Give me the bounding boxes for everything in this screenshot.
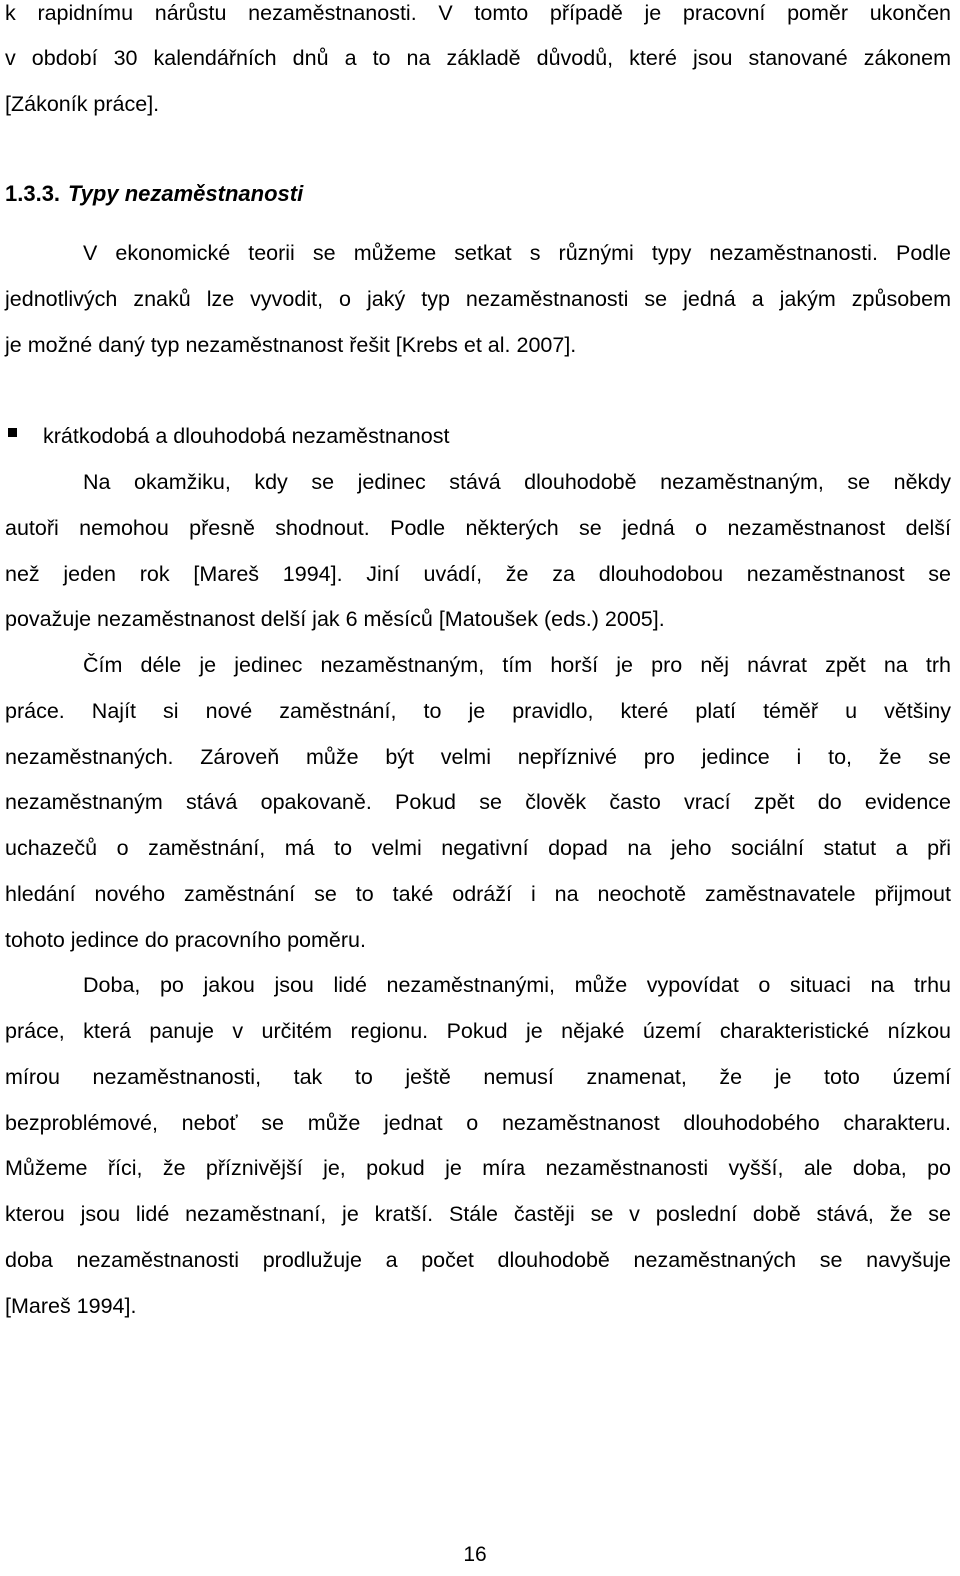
paragraph2-line-7: tohoto jedince do pracovního poměru. xyxy=(5,928,366,952)
paragraph3-line-6: kterou jsou lidé nezaměstnaní, je kratší. Stále častěji se v poslední době stává, že se xyxy=(5,1202,951,1226)
page-number: 16 xyxy=(463,1543,487,1566)
paragraph3-line-8: [Mareš 1994]. xyxy=(5,1294,137,1318)
paragraph1-line-3: než jeden rok [Mareš 1994]. Jiní uvádí, že za dlouhodobou nezaměstnanost se xyxy=(5,562,951,586)
paragraph3-line-2: práce, která panuje v určitém regionu. Pokud je nějaké území charakteristické nízkou xyxy=(5,1019,951,1043)
paragraph3-line-4: bezproblémové, neboť se může jednat o nezaměstnanost dlouhodobého charakteru. xyxy=(5,1111,951,1135)
section-heading-title: Typy nezaměstnanosti xyxy=(68,181,304,206)
paragraph1-line-1: Na okamžiku, kdy se jedinec stává dlouhodobě nezaměstnaným, se někdy xyxy=(83,470,951,494)
paragraph1-line-4: považuje nezaměstnanost delší jak 6 měsíců [Matoušek (eds.) 2005]. xyxy=(5,607,665,631)
paragraph2-line-4: nezaměstnaným stává opakovaně. Pokud se člověk často vrací zpět do evidence xyxy=(5,790,951,814)
paragraph2-line-2: práce. Najít si nové zaměstnání, to je pravidlo, které platí téměř u většiny xyxy=(5,699,951,723)
bullet-label: krátkodobá a dlouhodobá nezaměstnanost xyxy=(43,424,450,448)
intro-line-2: v období 30 kalendářních dnů a to na základě důvodů, které jsou stanované zákonem xyxy=(5,46,951,70)
paragraph3-line-5: Můžeme říci, že příznivější je, pokud je míra nezaměstnanosti vyšší, ale doba, po xyxy=(5,1156,951,1180)
paragraph3-line-7: doba nezaměstnanosti prodlužuje a počet dlouhodobě nezaměstnaných se navyšuje xyxy=(5,1248,951,1272)
intro-line-1: k rapidnímu nárůstu nezaměstnanosti. V tomto případě je pracovní poměr ukončen xyxy=(5,1,951,25)
paragraph2-line-1: Čím déle je jedinec nezaměstnaným, tím horší je pro něj návrat zpět na trh xyxy=(83,653,951,677)
section-intro-line-1: V ekonomické teorii se můžeme setkat s různými typy nezaměstnanosti. Podle xyxy=(83,241,951,265)
section-heading xyxy=(5,180,303,208)
section-intro-line-3: je možné daný typ nezaměstnanost řešit [Krebs et al. 2007]. xyxy=(5,333,577,357)
paragraph2-line-6: hledání nového zaměstnání se to také odráží i na neochotě zaměstnavatele přijmout xyxy=(5,882,951,906)
intro-line-3: [Zákoník práce]. xyxy=(5,92,160,116)
paragraph1-line-2: autoři nemohou přesně shodnout. Podle některých se jedná o nezaměstnanost delší xyxy=(5,516,951,540)
paragraph3-line-3: mírou nezaměstnanosti, tak to ještě nemusí znamenat, že je toto území xyxy=(5,1065,951,1089)
paragraph3-line-1: Doba, po jakou jsou lidé nezaměstnanými, může vypovídat o situaci na trhu xyxy=(83,973,951,997)
paragraph2-line-3: nezaměstnaných. Zároveň může být velmi nepříznivé pro jedince i to, že se xyxy=(5,745,951,769)
paragraph2-line-5: uchazečů o zaměstnání, má to velmi negativní dopad na jeho sociální statut a při xyxy=(5,836,951,860)
section-intro-line-2: jednotlivých znaků lze vyvodit, o jaký typ nezaměstnanosti se jedná a jakým způsobem xyxy=(5,287,951,311)
square-bullet-icon xyxy=(8,428,17,437)
section-heading-number: 1.3.3. xyxy=(5,181,61,206)
